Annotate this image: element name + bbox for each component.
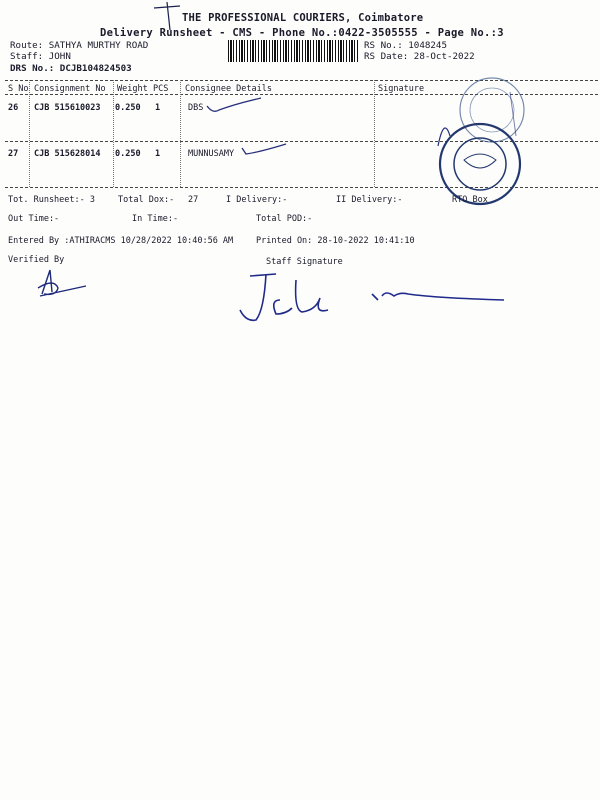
- total-dox-label: Total Dox:-: [118, 195, 175, 205]
- col-sno: S No: [8, 84, 29, 94]
- staff-signature-label: Staff Signature: [266, 257, 343, 267]
- tot-runsheet: Tot. Runsheet:- 3: [8, 195, 95, 205]
- in-time-label: In Time:-: [132, 214, 179, 224]
- col-consignee: Consignee Details: [185, 84, 272, 94]
- table-row-consignee: DBS: [188, 103, 204, 113]
- verified-by-label: Verified By: [8, 255, 65, 265]
- table-row-consignee: MUNNUSAMY: [188, 149, 235, 159]
- table-row-weight: 0.250: [115, 103, 141, 113]
- drs-number: DRS No.: DCJB104824503: [10, 63, 132, 74]
- staff-label: Staff: JOHN: [10, 51, 71, 62]
- i-delivery-label: I Delivery:-: [226, 195, 288, 205]
- column-divider: [180, 80, 181, 187]
- total-dox-value: 27: [188, 195, 199, 205]
- rs-date: RS Date: 28-Oct-2022: [364, 51, 475, 62]
- table-row-weight: 0.250: [115, 149, 141, 159]
- ii-delivery-label: II Delivery:-: [336, 195, 403, 205]
- col-signature: Signature: [378, 84, 425, 94]
- out-time-label: Out Time:-: [8, 214, 60, 224]
- company-line: THE PROFESSIONAL COURIERS, Coimbatore: [182, 12, 424, 24]
- signature-tick-icon: [205, 96, 265, 116]
- barcode: [228, 40, 358, 62]
- table-row-sno: 27: [8, 149, 19, 159]
- verified-signature-icon: [34, 268, 94, 302]
- entered-by: Entered By :ATHIRACMS 10/28/2022 10:40:56 AM: [8, 236, 234, 246]
- pen-mark-icon: [150, 2, 190, 32]
- runsheet-title: Delivery Runsheet - CMS - Phone No.:0422-3505555 - Page No.:3: [100, 27, 504, 39]
- table-row-pcs: 1: [155, 103, 161, 113]
- column-divider: [113, 80, 114, 187]
- table-row-pcs: 1: [155, 149, 161, 159]
- reliance-stamp-icon: [436, 76, 536, 206]
- total-pod-label: Total POD:-: [256, 214, 313, 224]
- col-pcs: PCS: [153, 84, 169, 94]
- rs-number: RS No.: 1048245: [364, 40, 447, 51]
- column-divider: [374, 80, 375, 187]
- col-consignment: Consignment No: [34, 84, 106, 94]
- table-row-consignment: CJB 515628014: [34, 149, 101, 159]
- rto-box-label: RTO Box: [452, 195, 488, 205]
- table-row-sno: 26: [8, 103, 19, 113]
- signature-tick-icon: [240, 140, 290, 160]
- staff-signature-icon: [236, 270, 506, 330]
- printed-on: Printed On: 28-10-2022 10:41:10: [256, 236, 415, 246]
- table-row-consignment: CJB 515610023: [34, 103, 101, 113]
- col-weight: Weight: [117, 84, 148, 94]
- route-label: Route: SATHYA MURTHY ROAD: [10, 40, 149, 51]
- column-divider: [29, 80, 30, 187]
